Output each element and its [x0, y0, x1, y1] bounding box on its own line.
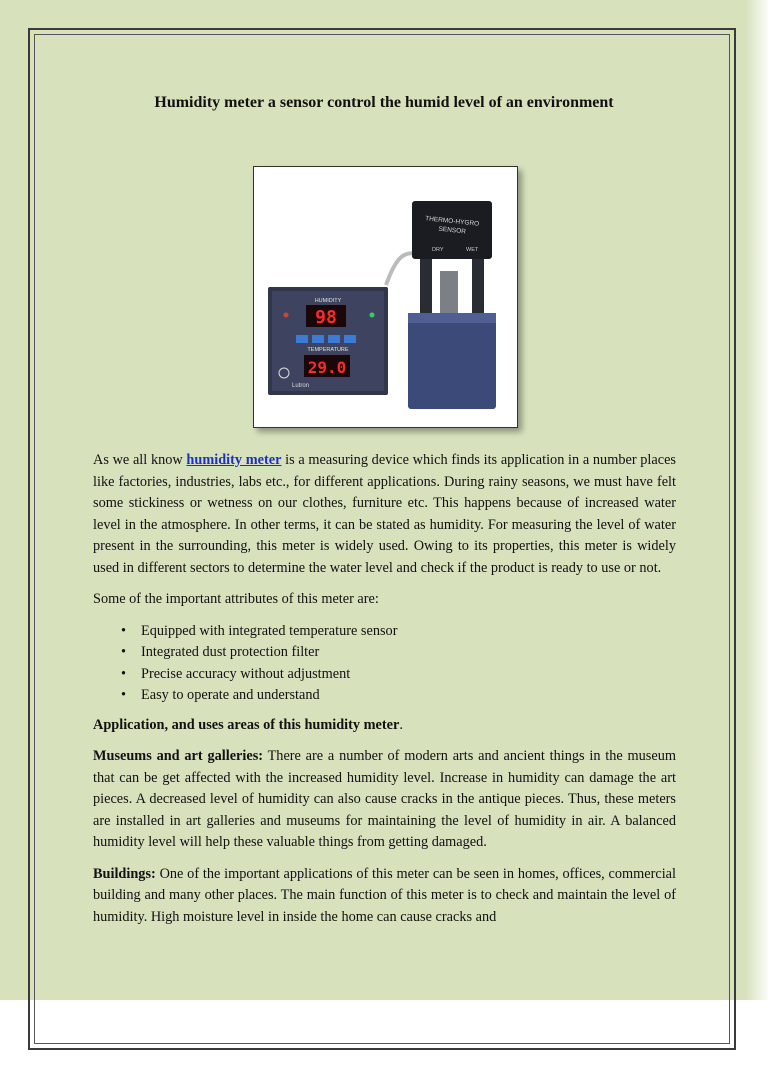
brand-label: Lutron — [292, 383, 310, 389]
attributes-intro: Some of the important attributes of this meter are: — [93, 591, 379, 607]
humidity-display: 98 — [315, 307, 337, 328]
document-title: Humidity meter a sensor control the humid level of an environment — [154, 94, 614, 111]
temperature-display: 29.0 — [307, 358, 347, 377]
humidity-meter-illustration — [254, 167, 517, 427]
temperature-label: TEMPERATURE — [307, 347, 349, 353]
sensor-wet-label: WET — [466, 247, 479, 253]
section-heading: Application, and uses areas of this humidity meter. — [93, 716, 403, 733]
humidity-label: HUMIDITY — [314, 298, 342, 304]
attributes-list — [93, 621, 676, 707]
humidity-meter-link[interactable]: humidity meter — [186, 452, 282, 468]
sensor-dry-label: DRY — [432, 247, 444, 253]
museums-paragraph: Museums and art galleries: There are a number of modern arts and ancient things in the museum that can be get affected with the increased humidity level. Increase in humidity can damage the art pieces. A decreased level of humidity can also cause cracks in the antique pieces. Thus, these meters are installed in art galleries and museums for maintaining the level of humidity in air. A balanced humidity level will help these valuable things from getting damaged. — [93, 748, 676, 850]
humidity-meter-photo — [253, 166, 518, 428]
intro-paragraph: As we all know humidity meter is a measuring device which finds its application in a number places like factories, industries, labs etc., for different applications. During rainy seasons, we must have felt some stickiness or wetness on our clothes, furniture etc. This happens because of increased water level in the atmosphere. In other terms, it can be stated as humidity. For measuring the level of water present in the surrounding, this meter is widely used. Owing to its properties, this meter is widely used in different sectors to determine the water level and check if the product is ready to use or not. — [93, 452, 676, 576]
sensor-label-line2: SENSOR — [438, 225, 467, 236]
sensor-label-line1: THERMO-HYGRO — [424, 215, 480, 228]
list-item: • Easy to operate and understand — [121, 685, 676, 707]
page-edge-shadow — [746, 0, 768, 1000]
buildings-paragraph: Buildings: One of the important applications of this meter can be seen in homes, offices, commercial building and many other places. The main function of this meter is to check and maintain the level of humidity. High moisture level in inside the home can cause cracks and — [93, 865, 676, 925]
document-body — [93, 450, 676, 938]
list-item: • Equipped with integrated temperature sensor — [121, 621, 676, 643]
list-item: • Precise accuracy without adjustment — [121, 664, 676, 686]
list-item: • Integrated dust protection filter — [121, 642, 676, 664]
